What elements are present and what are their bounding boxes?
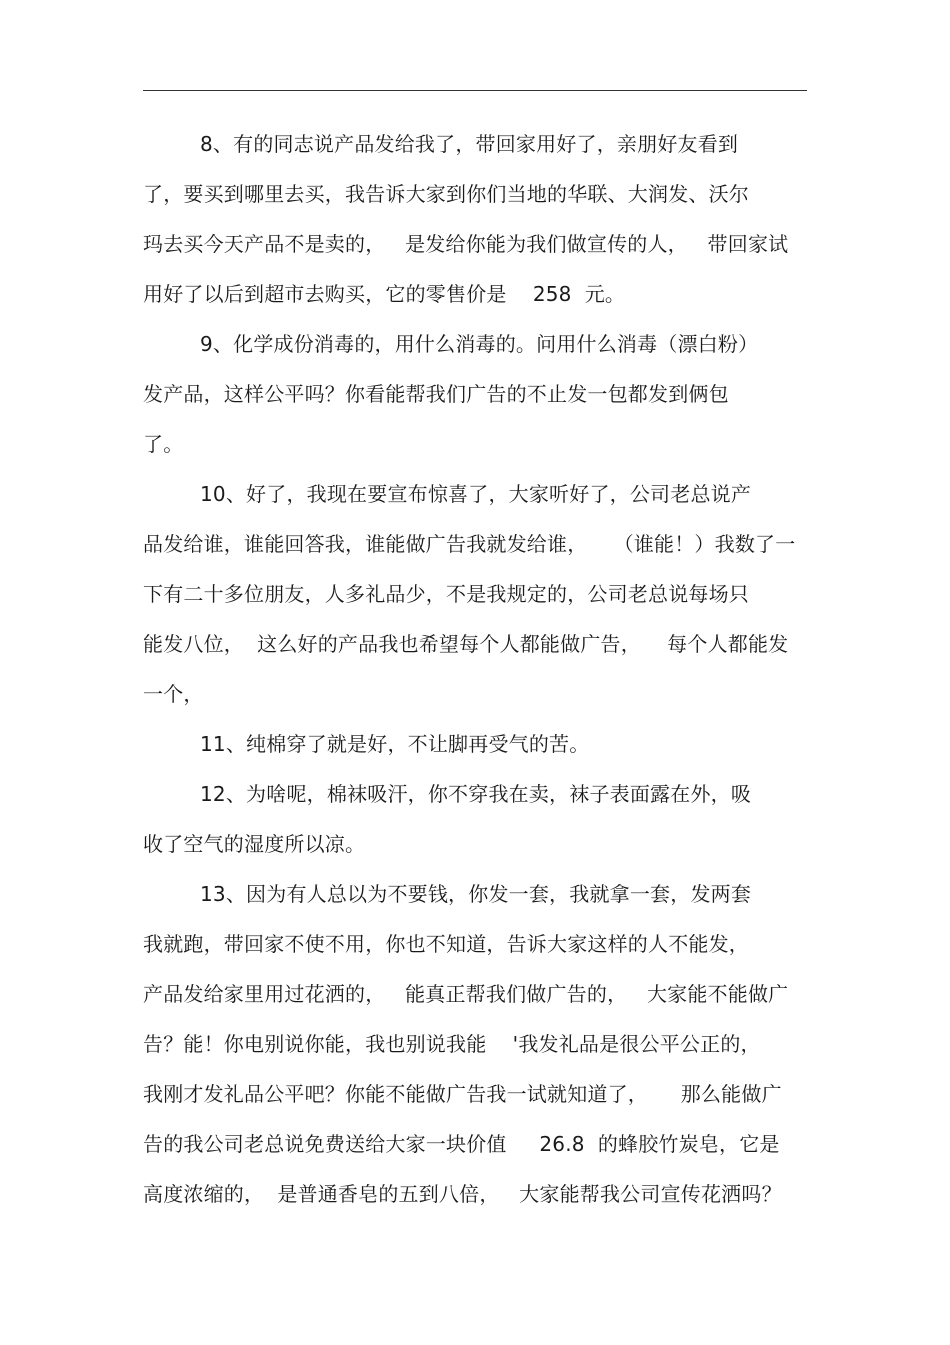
paragraph-13-line-6: 告的我公司老总说免费送给大家一块价值 26.8 的蜂胶竹炭皂，它是 [143, 1132, 780, 1156]
paragraph-13-line-3: 产品发给家里用过花洒的， 能真正帮我们做广告的， 大家能不能做广 [143, 982, 789, 1006]
paragraph-10-line-4: 能发八位， 这么好的产品我也希望每个人都能做广告， 每个人都能发 [143, 632, 789, 656]
paragraph-8-line-4: 用好了以后到超市去购买，它的零售价是 258 元。 [143, 282, 626, 306]
paragraph-13-line-4: 告？能！你电别说你能，我也别说我能 '我发礼品是很公平公正的， [143, 1032, 761, 1056]
paragraph-8-line-3: 玛去买今天产品不是卖的， 是发给你能为我们做宣传的人， 带回家试 [143, 232, 789, 256]
paragraph-9-line-3: 了。 [143, 432, 184, 456]
paragraph-9-line-1: 9、化学成份消毒的，用什么消毒的。问用什么消毒（漂白粉） [200, 332, 759, 356]
paragraph-10-line-3: 下有二十多位朋友，人多礼品少，不是我规定的，公司老总说每场只 [143, 582, 749, 606]
paragraph-11-line-1: 11、纯棉穿了就是好，不让脚再受气的苦。 [200, 732, 590, 756]
paragraph-10-line-2: 品发给谁，谁能回答我，谁能做广告我就发给谁， （谁能！）我数了一 [143, 532, 796, 556]
paragraph-8-line-2: 了，要买到哪里去买，我告诉大家到你们当地的华联、大润发、沃尔 [143, 182, 749, 206]
paragraph-12-line-2: 收了空气的湿度所以凉。 [143, 832, 366, 856]
paragraph-10-line-5: 一个， [143, 682, 204, 706]
paragraph-12-line-1: 12、为啥呢，棉袜吸汗，你不穿我在卖，袜子表面露在外，吸 [200, 782, 752, 806]
header-rule [143, 90, 807, 91]
paragraph-8-line-1: 8、有的同志说产品发给我了，带回家用好了，亲朋好友看到 [200, 132, 739, 156]
paragraph-13-line-2: 我就跑，带回家不使不用，你也不知道，告诉大家这样的人不能发， [143, 932, 749, 956]
paragraph-13-line-5: 我刚才发礼品公平吧？你能不能做广告我一试就知道了， 那么能做广 [143, 1082, 782, 1106]
paragraph-13-line-1: 13、因为有人总以为不要钱，你发一套，我就拿一套，发两套 [200, 882, 752, 906]
paragraph-10-line-1: 10、好了，我现在要宣布惊喜了，大家听好了，公司老总说产 [200, 482, 752, 506]
paragraph-13-line-7: 高度浓缩的， 是普通香皂的五到八倍， 大家能帮我公司宣传花洒吗？ [143, 1182, 782, 1206]
paragraph-9-line-2: 发产品，这样公平吗？你看能帮我们广告的不止发一包都发到俩包 [143, 382, 729, 406]
